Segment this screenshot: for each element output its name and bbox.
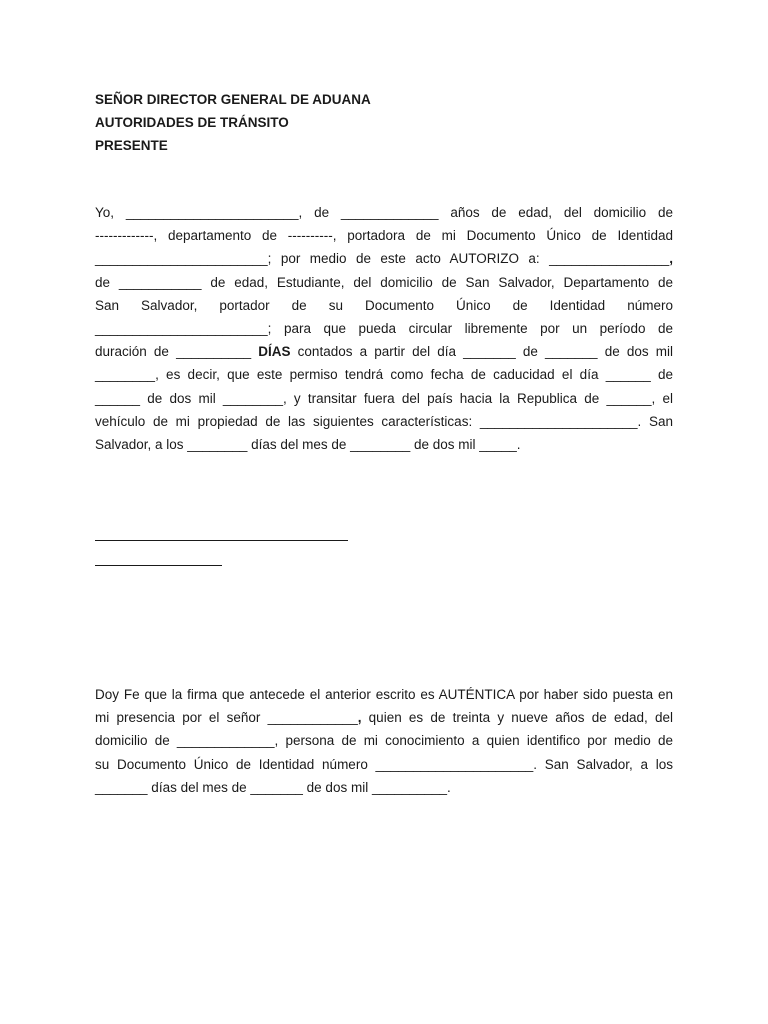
presente-line: PRESENTE (95, 138, 168, 153)
paragraph-line (95, 706, 673, 729)
letter-header (95, 88, 673, 157)
paragraph-line: de ___________ de edad, Estudiante, del domicilio de San Salvador, Departamento de (95, 274, 673, 290)
paragraph-line: -------------, departamento de ----------, portadora de mi Documento Único de Identidad (95, 228, 673, 244)
line-text: quien es de treinta y nueve años de edad, del (361, 710, 673, 726)
line-text: contados a partir del día _______ de _______ de dos mil (290, 344, 673, 360)
document-page (95, 0, 673, 1024)
paragraph-line: San Salvador, portador de su Documento Único de Identidad número (95, 297, 673, 313)
paragraph-line: vehículo de mi propiedad de las siguientes características: _____________________. San (95, 413, 673, 429)
authorization-paragraph (95, 201, 673, 456)
paragraph-line: Yo, _______________________, de _____________ años de edad, del domicilio de (95, 205, 673, 220)
bold-comma: , (357, 710, 362, 726)
paragraph-line (95, 340, 673, 363)
paragraph-line: ______ de dos mil ________, y transitar fuera del país hacia la Republica de ______, el (95, 390, 673, 406)
paragraph-line (95, 247, 673, 270)
paragraph-line: ________, es decir, que este permiso tendrá como fecha de caducidad el día ______ de (95, 367, 673, 383)
line-text: duración de __________ (95, 344, 259, 360)
line-text: mi presencia por el señor ____________ (95, 710, 358, 726)
paragraph-line: _______ días del mes de _______ de dos mil __________. (95, 779, 451, 795)
line-text: _______________________; por medio de este acto AUTORIZO a: ________________ (95, 251, 670, 267)
authorities-line: AUTORIDADES DE TRÁNSITO (95, 115, 289, 130)
paragraph-line: _______________________; para que pueda circular libremente por un período de (95, 320, 673, 336)
signature-line (95, 540, 348, 541)
paragraph-line: Salvador, a los ________ días del mes de ________ de dos mil _____. (95, 436, 521, 452)
addressee-line: SEÑOR DIRECTOR GENERAL DE ADUANA (95, 92, 371, 107)
paragraph-line: domicilio de _____________, persona de mi conocimiento a quien identifico por medio de (95, 733, 673, 749)
dias-bold: DÍAS (258, 344, 291, 360)
paragraph-line: Doy Fe que la firma que antecede el anterior escrito es AUTÉNTICA por haber sido puesta en (95, 687, 673, 702)
notary-paragraph (95, 683, 673, 799)
signature-name-line (95, 565, 222, 566)
paragraph-line: su Documento Único de Identidad número _____________________. San Salvador, a los (95, 756, 673, 772)
bold-comma: , (669, 251, 673, 267)
